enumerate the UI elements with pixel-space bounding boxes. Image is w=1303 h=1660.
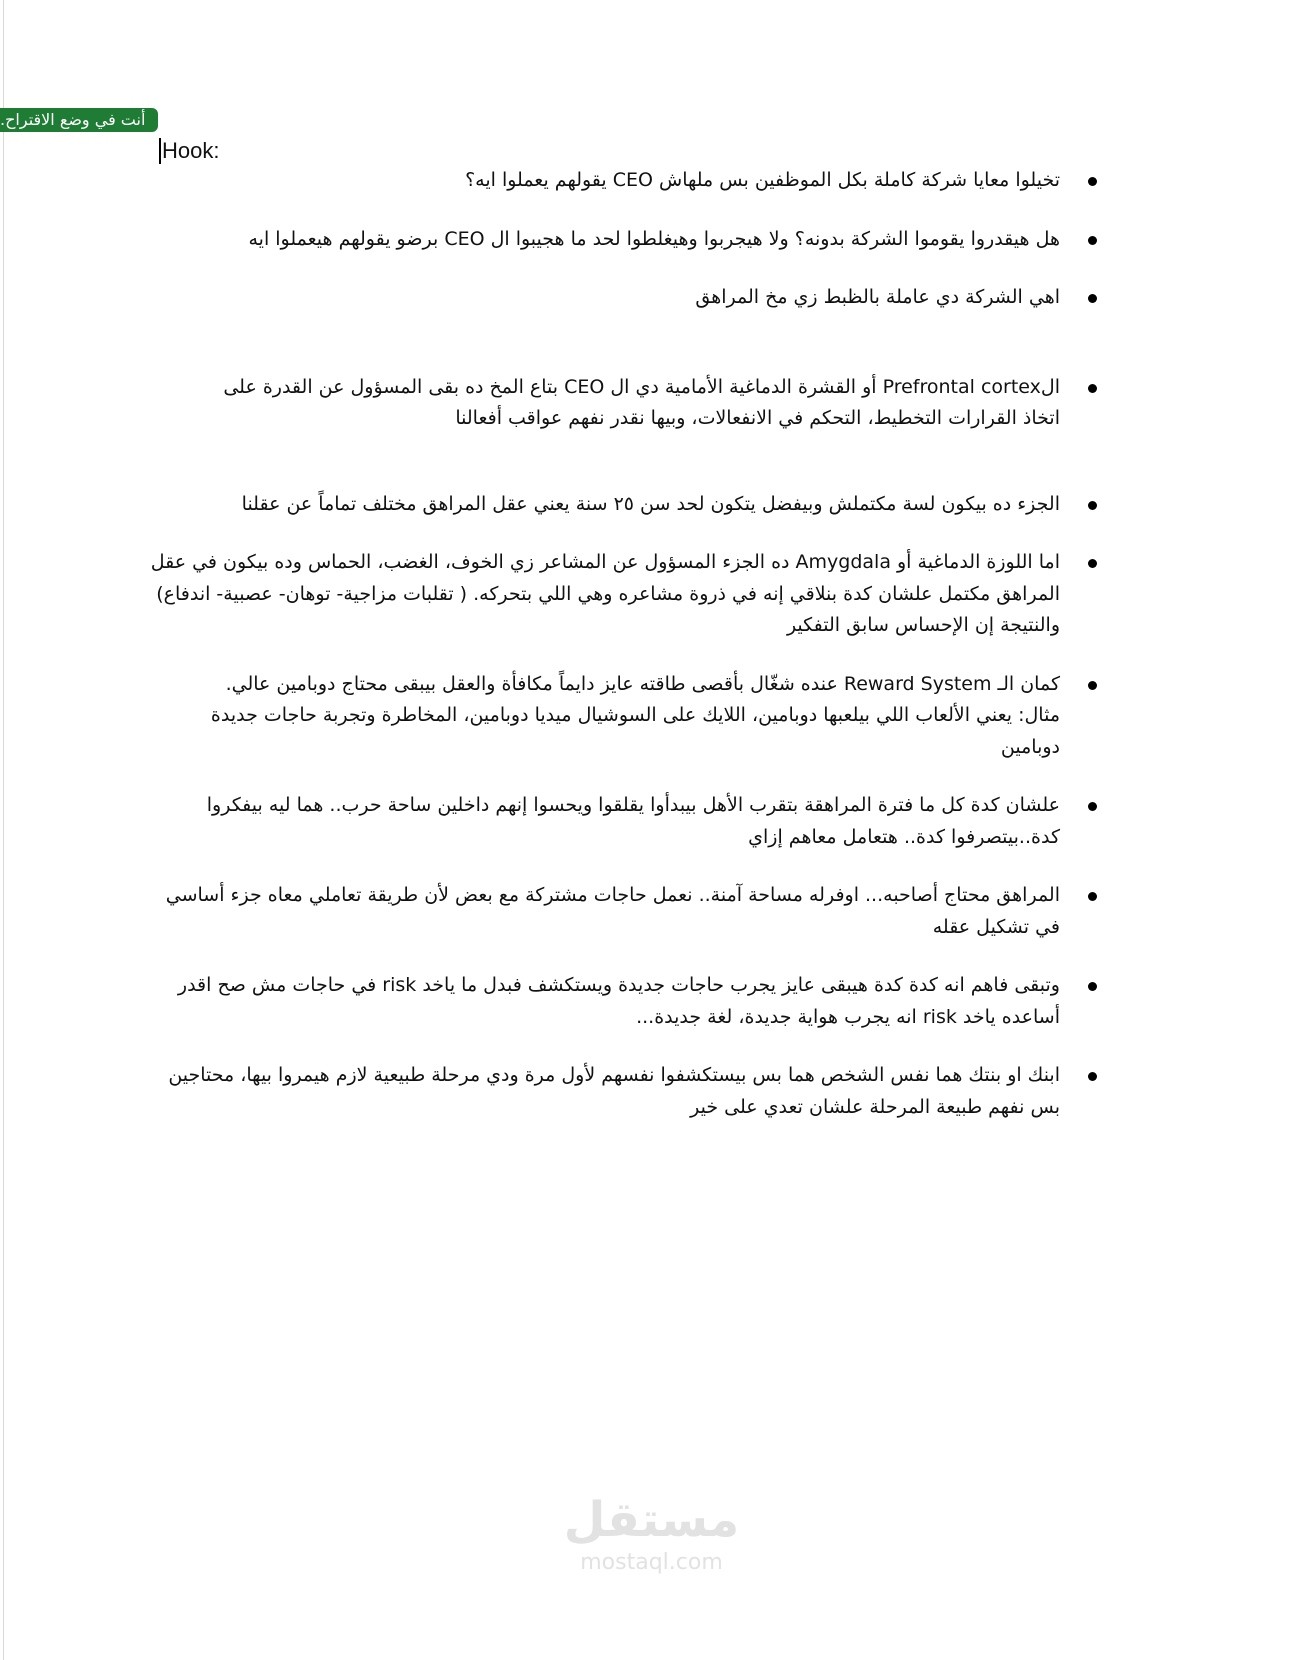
bullet-text[interactable]: ابنك او بنتك هما نفس الشخص هما بس بيستكشفوا نفسهم لأول مرة ودي مرحلة طبيعية لازم هيمروا بيها، محتاجين بس نفهم طبيعة المرحلة علشان تعدي على خير bbox=[168, 1064, 1060, 1118]
list-item bbox=[150, 165, 1100, 197]
bullet-dot-icon bbox=[1088, 236, 1097, 245]
list-item bbox=[150, 547, 1100, 642]
suggestion-mode-badge[interactable]: أنت في وضع الاقتراح. bbox=[0, 108, 158, 132]
bullet-dot-icon bbox=[1088, 559, 1097, 568]
bullet-text[interactable]: الجزء ده بيكون لسة مكتملش وبيفضل يتكون لحد سن ٢٥ سنة يعني عقل المراهق مختلف تماماً عن عقلنا bbox=[241, 492, 1060, 515]
watermark-logo bbox=[0, 1490, 1303, 1576]
bullet-dot-icon bbox=[1088, 892, 1097, 901]
bullet-dot-icon bbox=[1088, 177, 1097, 186]
bullet-dot-icon bbox=[1088, 384, 1097, 393]
bullet-text[interactable]: هل هيقدروا يقوموا الشركة بدونه؟ ولا هيجربوا وهيغلطوا لحد ما هجيبوا ال CEO برضو يقولهم هيعملوا ايه bbox=[248, 227, 1060, 250]
bullet-text[interactable]: المراهق محتاج أصاحبه... اوفرله مساحة آمنة.. نعمل حاجات مشتركة مع بعض لأن طريقة تعاملي معاه جزء أساسي في تشكيل عقله bbox=[165, 884, 1060, 938]
bullet-text[interactable]: علشان كدة كل ما فترة المراهقة بتقرب الأهل بيبدأوا يقلقوا ويحسوا إنهم داخلين ساحة حرب.. هما ليه بيفكروا كدة..بيتصرفوا كدة.. هتعامل معاهم إزاي bbox=[206, 794, 1060, 848]
bullet-text[interactable]: الPrefrontal cortex أو القشرة الدماغية الأمامية دي ال CEO بتاع المخ ده بقى المسؤول عن القدرة على اتخاذ القرارات التخطيط، التحكم في الانفعالات، وبيها نقدر نفهم عواقب أفعالنا bbox=[223, 375, 1060, 429]
list-item bbox=[150, 970, 1100, 1033]
list-item bbox=[150, 372, 1100, 435]
bullet-text[interactable]: وتبقى فاهم انه كدة كدة هيبقى عايز يجرب حاجات جديدة ويستكشف فبدل ما ياخد risk في حاجات مش صح اقدر أساعده ياخد risk انه يجرب هواية جديدة، لغة جديدة... bbox=[177, 974, 1060, 1028]
watermark-url: mostaql.com bbox=[580, 1550, 723, 1575]
bullet-text[interactable]: اما اللوزة الدماغية أو Amygdala ده الجزء المسؤول عن المشاعر زي الخوف، الغضب، الحماس وده بيكون في عقل المراهق مكتمل علشان كدة بنلاقي إنه في ذروة مشاعره وهي اللي بتحركه. ( تقلبات مزاجية- توهان- عصبية- اندفاع) والنتيجة إن الإحساس سابق التفكير bbox=[150, 551, 1060, 636]
bullet-dot-icon bbox=[1088, 1072, 1097, 1081]
bullet-dot-icon bbox=[1088, 294, 1097, 303]
bullet-dot-icon bbox=[1088, 982, 1097, 991]
bullet-dot-icon bbox=[1088, 501, 1097, 510]
watermark-arabic: مستقل bbox=[563, 1492, 740, 1548]
bullet-dot-icon bbox=[1088, 681, 1097, 690]
text-cursor bbox=[159, 138, 161, 164]
page-edge bbox=[3, 0, 4, 1660]
bullet-text[interactable]: تخيلوا معايا شركة كاملة بكل الموظفين بس ملهاش CEO يقولهم يعملوا ايه؟ bbox=[465, 169, 1060, 191]
list-item bbox=[150, 1060, 1100, 1123]
list-item bbox=[150, 282, 1100, 314]
list-item bbox=[150, 224, 1100, 256]
bullet-list bbox=[150, 165, 1100, 1123]
bullet-dot-icon bbox=[1088, 802, 1097, 811]
bullet-text[interactable]: اهي الشركة دي عاملة بالظبط زي مخ المراهق bbox=[695, 286, 1060, 308]
list-item bbox=[150, 489, 1100, 521]
list-item bbox=[150, 790, 1100, 853]
list-item bbox=[150, 669, 1100, 764]
bullet-text[interactable]: كمان الـ Reward System عنده شغّال بأقصى طاقته عايز دايماً مكافأة والعقل بيبقى محتاج دوبامين عالي. مثال: يعني الألعاب اللي بيلعبها دوبامين، اللايك على السوشيال ميديا دوبامين، المخاطرة وتجربة حاجات جديدة دوبامين bbox=[210, 672, 1060, 758]
list-item bbox=[150, 880, 1100, 943]
hook-heading: Hook: bbox=[162, 138, 220, 163]
